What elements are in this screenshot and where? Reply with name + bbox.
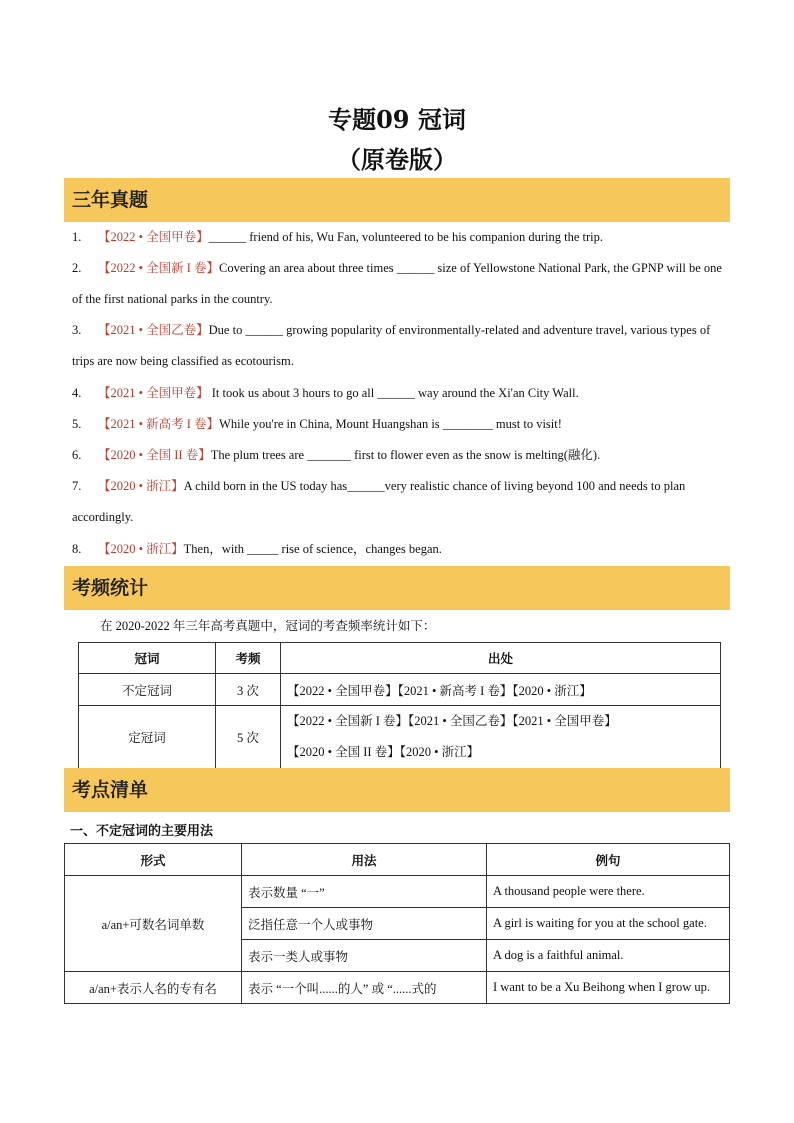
question-text: A child born in the US today has______very realistic chance of living beyond 100 and needs to plan accordingly. — [72, 479, 686, 524]
question-source: 【2021 • 新高考 I 卷】 — [98, 417, 220, 431]
example-cell: I want to be a Xu Beihong when I grow up. — [487, 972, 730, 1004]
frequency-table — [78, 642, 721, 769]
page-title: 专题09 冠词 — [328, 105, 466, 134]
example-cell: A thousand people were there. — [487, 876, 730, 908]
question-number: 5. — [72, 417, 82, 431]
table-row — [65, 972, 730, 1004]
question-text: Due to ______ growing popularity of environmentally-related and adventure travel, various types of trips are now being classified as ecotourism. — [72, 323, 711, 368]
question-item — [72, 315, 724, 377]
question-source: 【2020 • 浙江】 — [98, 479, 184, 493]
question-item — [72, 378, 724, 409]
col-header: 形式 — [65, 844, 242, 876]
source-line: 【2020 • 全国 II 卷】【2020 • 浙江】 — [287, 745, 480, 759]
col-header: 例句 — [487, 844, 730, 876]
question-item — [72, 409, 724, 440]
form-cell: a/an+可数名词单数 — [65, 876, 242, 972]
question-source: 【2021 • 全国乙卷】 — [98, 323, 209, 337]
article-type: 不定冠词 — [79, 674, 216, 706]
stat-intro: 在 2020-2022 年三年高考真题中，冠词的考查频率统计如下： — [100, 619, 436, 633]
question-source: 【2022 • 全国新 I 卷】 — [98, 261, 220, 275]
section-header-stat: 考频统计 — [64, 566, 730, 610]
table-row — [79, 674, 721, 706]
question-item — [72, 534, 724, 565]
question-text: It took us about 3 hours to go all ______ way around the Xi'an City Wall. — [208, 386, 579, 400]
frequency: 3 次 — [216, 674, 281, 706]
example-cell: A girl is waiting for you at the school gate. — [487, 908, 730, 940]
question-text: Then，with _____ rise of science，changes began. — [183, 542, 442, 556]
source: 【2022 • 全国甲卷】【2021 • 新高考 I 卷】【2020 • 浙江】 — [281, 674, 721, 706]
question-text: ______ friend of his, Wu Fan, volunteered to be his companion during the trip. — [208, 230, 603, 244]
col-header: 用法 — [242, 844, 487, 876]
table-row — [65, 876, 730, 908]
usage-cell: 泛指任意一个人或事物 — [242, 908, 487, 940]
question-item — [72, 253, 724, 315]
table-row — [79, 706, 721, 769]
question-source: 【2022 • 全国甲卷】 — [98, 230, 209, 244]
usage-heading: 一、不定冠词的主要用法 — [70, 824, 214, 839]
usage-table — [64, 843, 730, 1004]
article-type: 定冠词 — [79, 706, 216, 769]
question-source: 【2021 • 全国甲卷】 — [98, 386, 209, 400]
question-text: The plum trees are _______ first to flower even as the snow is melting(融化). — [210, 448, 601, 462]
question-item — [72, 440, 724, 471]
frequency: 5 次 — [216, 706, 281, 769]
source — [281, 706, 721, 769]
col-header: 冠词 — [79, 643, 216, 674]
col-header: 考频 — [216, 643, 281, 674]
col-header: 出处 — [281, 643, 721, 674]
question-number: 3. — [72, 323, 82, 337]
question-number: 2. — [72, 261, 82, 275]
question-source: 【2020 • 浙江】 — [98, 542, 184, 556]
question-source: 【2020 • 全国 II 卷】 — [98, 448, 211, 462]
question-text: Covering an area about three times ______ size of Yellowstone National Park, the GPNP will be one of the first national parks in the country. — [72, 261, 722, 306]
question-text: While you're in China, Mount Huangshan is ________ must to visit! — [219, 417, 562, 431]
page-subtitle: （原卷版） — [337, 145, 457, 174]
usage-cell: 表示一类人或事物 — [242, 940, 487, 972]
source-line: 【2022 • 全国新 I 卷】【2021 • 全国乙卷】【2021 • 全国甲卷】 — [287, 714, 617, 728]
question-number: 8. — [72, 542, 82, 556]
question-item — [72, 471, 724, 533]
question-number: 7. — [72, 479, 82, 493]
question-number: 4. — [72, 386, 82, 400]
question-item — [72, 222, 724, 253]
section-header-real: 三年真题 — [64, 178, 730, 222]
usage-cell: 表示数量 “一” — [242, 876, 487, 908]
form-cell: a/an+表示人名的专有名 — [65, 972, 242, 1004]
example-cell: A dog is a faithful animal. — [487, 940, 730, 972]
usage-cell: 表示 “一个叫......的人” 或 “......式的 — [242, 972, 487, 1004]
question-number: 1. — [72, 230, 82, 244]
section-header-points: 考点清单 — [64, 768, 730, 812]
question-number: 6. — [72, 448, 82, 462]
